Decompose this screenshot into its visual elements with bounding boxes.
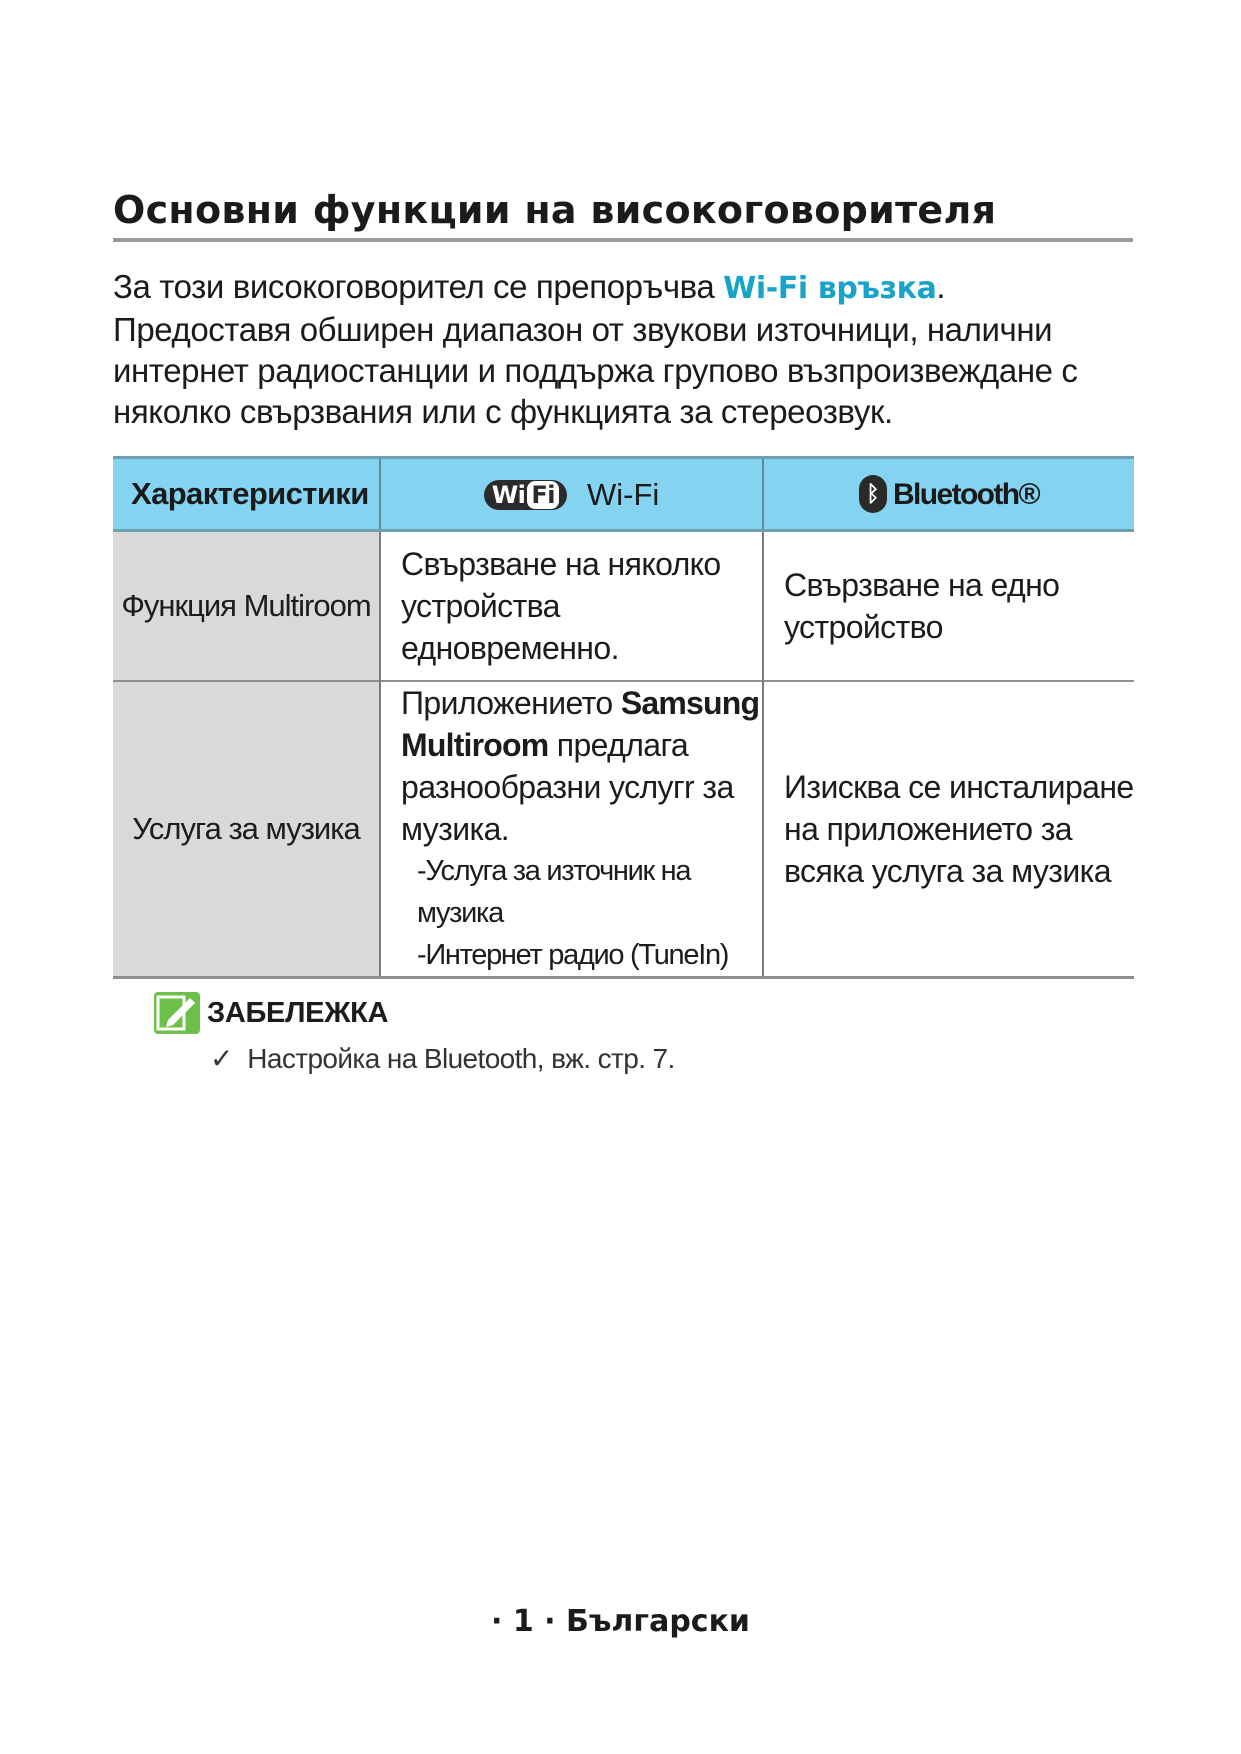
- music-wifi-suffix: предлага разнообразни услугr за музика.: [401, 726, 734, 847]
- features-table: [113, 456, 1134, 979]
- wifi-logo-icon: [484, 480, 567, 510]
- row-feature-music: Услуга за музика: [113, 681, 380, 978]
- music-wifi-cell: [380, 681, 763, 978]
- intro-paragraph: Предоставя обширен диапазон от звукови източници, налични интернет радиостанции и поддържа групово възпроизвеждане с няколко свързвания или с функцията за стереозвук.: [113, 311, 1078, 430]
- page-title: Основни функции на високоговорителя: [113, 188, 997, 232]
- page-footer: · 1 · Български: [491, 1604, 750, 1639]
- intro-line1-suffix: .: [936, 268, 946, 305]
- table-row: [113, 681, 1134, 978]
- note-title: ЗАБЕЛЕЖКА: [207, 997, 389, 1029]
- note-pencil-icon: [154, 992, 200, 1034]
- bluetooth-label: Bluetooth®: [892, 477, 1040, 511]
- table-row: [113, 531, 1134, 681]
- multiroom-bluetooth-cell: Свързване на едно устройство: [784, 566, 1060, 645]
- wifi-label: Wi-Fi: [587, 476, 660, 512]
- music-source-item: -Услуга за източник на музика: [417, 854, 691, 929]
- note-item: [210, 1042, 675, 1075]
- row-feature-multiroom: Функция Multiroom: [113, 531, 380, 681]
- header-wifi: [380, 458, 763, 531]
- multiroom-wifi-cell: Свързване на няколко устройства едновременно.: [380, 531, 763, 681]
- internet-radio-item: -Интернет радио (TuneIn): [417, 938, 729, 971]
- music-bluetooth-cell: Изисква се инсталиране на приложението за всяка услуга за музика: [784, 768, 1134, 889]
- wifi-badge-wi: Wi: [491, 480, 526, 509]
- wifi-connection-link[interactable]: Wi-Fi връзка: [723, 271, 937, 306]
- intro-text: [113, 266, 1143, 432]
- note-item-text: Настройка на Bluetooth, вж. стр. 7.: [247, 1043, 675, 1074]
- header-bluetooth: [763, 458, 1134, 531]
- samsung-multiroom-name: Samsung Multiroom: [401, 684, 760, 763]
- title-divider: [113, 238, 1133, 242]
- intro-line1-prefix: За този високоговорител се препоръчва: [113, 268, 724, 305]
- music-wifi-prefix: Приложението: [401, 684, 621, 721]
- wifi-badge-fi: Fi: [527, 481, 559, 509]
- table-header-row: [113, 458, 1134, 531]
- header-feature: Характеристики: [131, 476, 369, 511]
- bluetooth-icon: ᛒ: [859, 475, 887, 513]
- checkmark-icon: ✓: [210, 1043, 233, 1074]
